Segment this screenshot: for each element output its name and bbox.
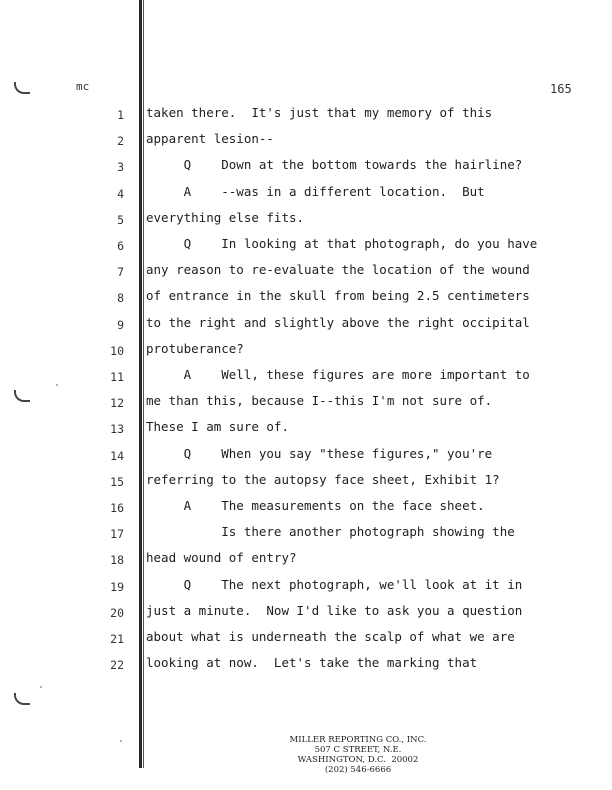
footer-phone: (202) 546-6666 <box>324 765 392 775</box>
line-number: 13 <box>110 422 124 437</box>
line-number: 19 <box>110 579 124 594</box>
transcript-line <box>0 393 612 413</box>
line-number: 16 <box>110 501 124 515</box>
line-text: any reason to re-evaluate the location of the wound <box>146 262 530 278</box>
transcript-line <box>0 341 612 361</box>
line-number: 21 <box>110 632 124 646</box>
line-text: Q In looking at that photograph, do you have <box>146 236 538 251</box>
transcript-line <box>0 367 612 387</box>
line-text: taken there. It's just that my memory of this <box>146 105 493 120</box>
transcript-line <box>0 157 612 177</box>
line-text: to the right and slightly above the right occipital <box>146 314 530 330</box>
line-text: referring to the autopsy face sheet, Exhibit 1? <box>146 471 500 487</box>
transcript-line <box>0 236 612 256</box>
line-number: 11 <box>110 370 124 384</box>
footer-street: 507 C STREET, N.E. <box>314 745 402 755</box>
line-number: 8 <box>117 291 124 306</box>
line-text: looking at now. Let's take the marking that <box>146 655 478 671</box>
line-number: 9 <box>117 317 124 332</box>
transcript-line <box>0 262 612 282</box>
line-text: just a minute. Now I'd like to ask you a question <box>146 602 523 618</box>
line-number: 5 <box>117 212 124 227</box>
binding-hole-mark <box>14 693 30 705</box>
line-text: Q Down at the bottom towards the hairline? <box>146 157 523 173</box>
line-number: 15 <box>110 474 124 489</box>
transcript-line <box>0 655 612 675</box>
transcript-line <box>0 210 612 230</box>
page-number: 165 <box>550 82 572 96</box>
footer-company: MILLER REPORTING CO., INC. <box>289 735 427 745</box>
line-text: A Well, these figures are more important to <box>146 367 530 382</box>
line-number: 10 <box>110 343 124 358</box>
line-text: Q When you say "these figures," you're <box>146 445 493 461</box>
transcript-line <box>0 184 612 204</box>
line-text: apparent lesion-- <box>146 131 274 147</box>
line-number: 22 <box>110 658 124 673</box>
line-text: everything else fits. <box>146 209 305 225</box>
line-text: These I am sure of. <box>146 419 289 435</box>
transcript-line <box>0 446 612 466</box>
line-number: 20 <box>110 605 124 620</box>
transcript-line <box>0 131 612 151</box>
line-number: 1 <box>117 108 124 122</box>
transcript-line <box>0 524 612 544</box>
line-number: 7 <box>117 265 124 280</box>
transcript-line <box>0 419 612 439</box>
line-text: protuberance? <box>146 340 244 356</box>
reporter-initials: mc <box>76 80 90 93</box>
footer-city: WASHINGTON, D.C. 20002 <box>297 755 419 765</box>
line-number: 6 <box>117 239 124 253</box>
transcript-line <box>0 550 612 570</box>
line-number: 3 <box>117 160 124 175</box>
transcript-line <box>0 315 612 335</box>
line-text: Q The next photograph, we'll look at it in <box>146 576 523 592</box>
binding-hole-mark <box>14 82 30 94</box>
transcript-line <box>0 629 612 649</box>
line-text: Is there another photograph showing the <box>146 524 515 540</box>
transcript-line <box>0 105 612 125</box>
line-number: 12 <box>110 396 124 411</box>
reporter-footer <box>220 735 496 775</box>
transcript-line <box>0 603 612 623</box>
line-text: A --was in a different location. But <box>146 183 485 199</box>
scan-speck <box>40 686 42 688</box>
line-number: 4 <box>117 186 124 201</box>
line-number: 14 <box>110 448 124 463</box>
transcript-line <box>0 472 612 492</box>
transcript-line <box>0 288 612 308</box>
line-number: 18 <box>110 553 124 568</box>
line-text: head wound of entry? <box>146 550 297 566</box>
line-text: about what is underneath the scalp of what we are <box>146 629 515 644</box>
line-text: of entrance in the skull from being 2.5 centimeters <box>146 288 530 304</box>
line-number: 2 <box>117 134 124 149</box>
scan-speck <box>120 740 122 742</box>
transcript-line <box>0 498 612 518</box>
transcript-line <box>0 577 612 597</box>
line-text: me than this, because I--this I'm not sure of. <box>146 393 493 409</box>
line-text: A The measurements on the face sheet. <box>146 498 485 513</box>
line-number: 17 <box>110 527 124 542</box>
